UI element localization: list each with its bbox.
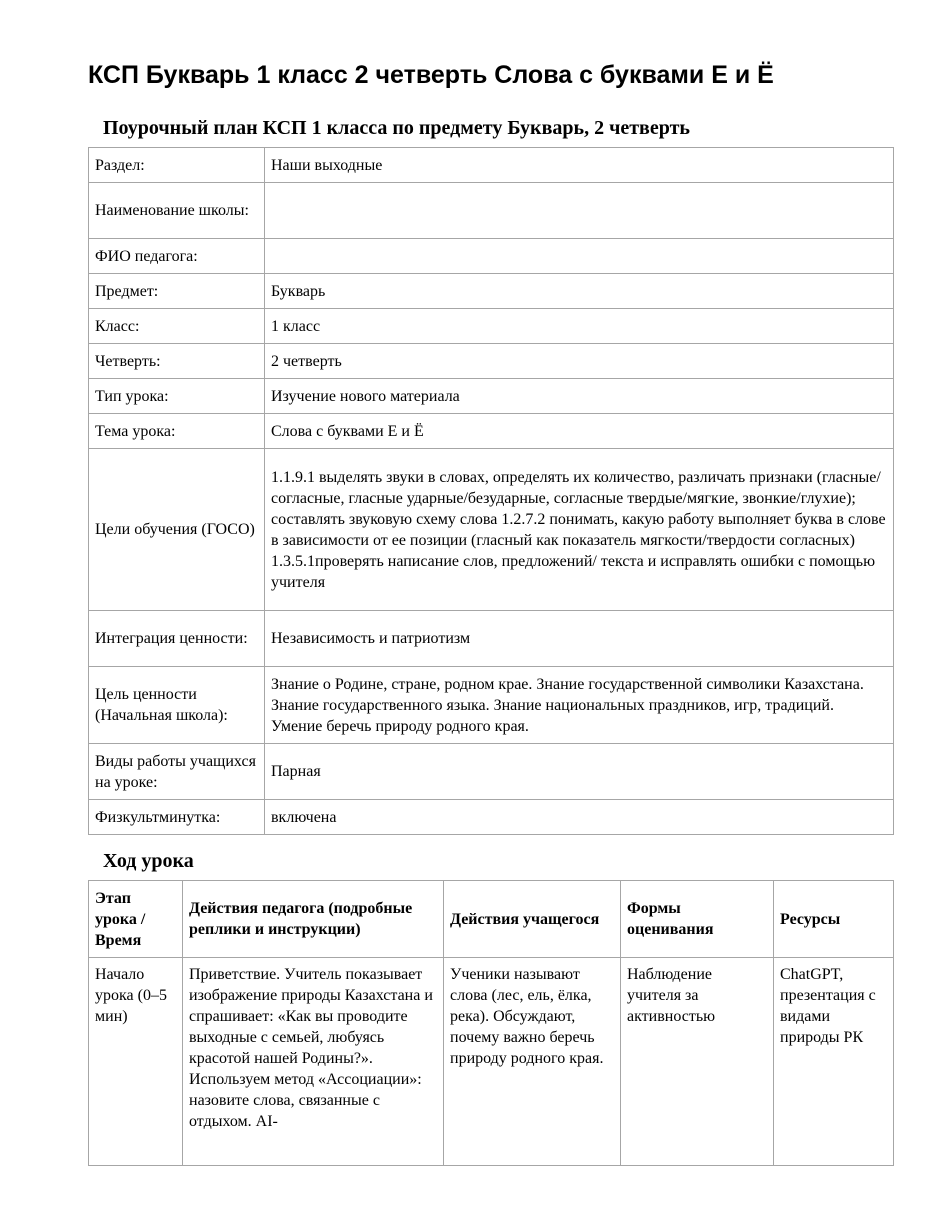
course-header-row [89,881,894,958]
lesson-info-table [88,147,894,835]
lesson-course-table [88,880,894,1166]
info-row-section [89,148,894,183]
info-value: Слова с буквами Е и Ё [265,414,894,449]
document-title: КСП Букварь 1 класс 2 четверть Слова с буквами Е и Ё [88,61,774,89]
resources-text: ChatGPT, презентация с видами природы РК [780,966,876,1046]
info-row-quarter [89,344,894,379]
info-value: Букварь [265,274,894,309]
column-header-resources: Ресурсы [774,881,894,958]
info-label: Тема урока: [89,414,265,449]
info-value: Наши выходные [265,148,894,183]
info-label: Интеграция ценности: [89,611,265,667]
info-value: Изучение нового материала [265,379,894,414]
info-row-school [89,183,894,239]
info-row-lesson-type [89,379,894,414]
student-actions-text: Ученики называют слова (лес, ель, ёлка, река). Обсуждают, почему важно беречь природу родного края. [450,966,604,1067]
info-value: Независимость и патриотизм [265,611,894,667]
column-header-teacher-actions: Действия педагога (подробные реплики и инструкции) [183,881,444,958]
learning-goal-text: 1.3.5.1проверять написание слов, предложений/ текста и исправлять ошибки с помощью учителя [271,552,876,591]
info-row-work-types [89,744,894,800]
info-label: Наименование школы: [89,183,265,239]
info-value: 1 класс [265,309,894,344]
assessment-cell [621,958,774,1166]
info-label: Раздел: [89,148,265,183]
info-label: Четверть: [89,344,265,379]
info-row-learning-goals [89,449,894,611]
teacher-actions-cell [183,958,444,1166]
info-label: Класс: [89,309,265,344]
course-heading: Ход урока [103,850,194,872]
table-row [89,958,894,1166]
learning-goals-cell [265,449,894,611]
info-value: 2 четверть [265,344,894,379]
info-row-grade [89,309,894,344]
column-header-stage: Этап урока / Время [89,881,183,958]
column-header-assessment: Формы оценивания [621,881,774,958]
resources-cell [774,958,894,1166]
info-row-topic [89,414,894,449]
info-label: Цели обучения (ГОСО) [89,449,265,611]
stage-text: Начало урока (0–5 мин) [95,966,167,1025]
info-row-teacher [89,239,894,274]
stage-cell [89,958,183,1166]
info-label: Цель ценности (Начальная школа): [89,667,265,744]
info-value [265,183,894,239]
info-label: Тип урока: [89,379,265,414]
info-value [265,239,894,274]
student-actions-cell [444,958,621,1166]
info-row-subject [89,274,894,309]
info-label: ФИО педагога: [89,239,265,274]
info-label: Виды работы учащихся на уроке: [89,744,265,800]
info-row-value-goal [89,667,894,744]
learning-goal-text: 1.1.9.1 выделять звуки в словах, определять их количество, различать признаки (гласные/ согласные, гласные ударные/безударные, согласные твердые/мягкие, звонкие/глухие); составлять звуковую схему слова 1.2.7.2 понимать, какую работу выполняет буква в слове в зависимости от ее позиции (гласный как показатель мягкости/твердости согласных) [271,468,886,549]
plan-heading: Поурочный план КСП 1 класса по предмету Букварь, 2 четверть [103,117,690,139]
info-label: Физкультминутка: [89,800,265,835]
info-value: включена [265,800,894,835]
column-header-student-actions: Действия учащегося [444,881,621,958]
info-row-value-integration [89,611,894,667]
info-row-exercise-break [89,800,894,835]
teacher-actions-text: Приветствие. Учитель показывает изображение природы Казахстана и спрашивает: «Как вы проводите выходные с семьей, любуясь красотой нашей Родины?». Используем метод «Ассоциации»: назовите слова, связанные с отдыхом. AI- [189,966,433,1130]
assessment-text: Наблюдение учителя за активностью [627,966,716,1025]
info-value: Парная [265,744,894,800]
info-value: Знание о Родине, стране, родном крае. Знание государственной символики Казахстана. Знание государственного языка. Знание национальных праздников, игр, традиций. Умение беречь природу родного края. [265,667,894,744]
info-label: Предмет: [89,274,265,309]
